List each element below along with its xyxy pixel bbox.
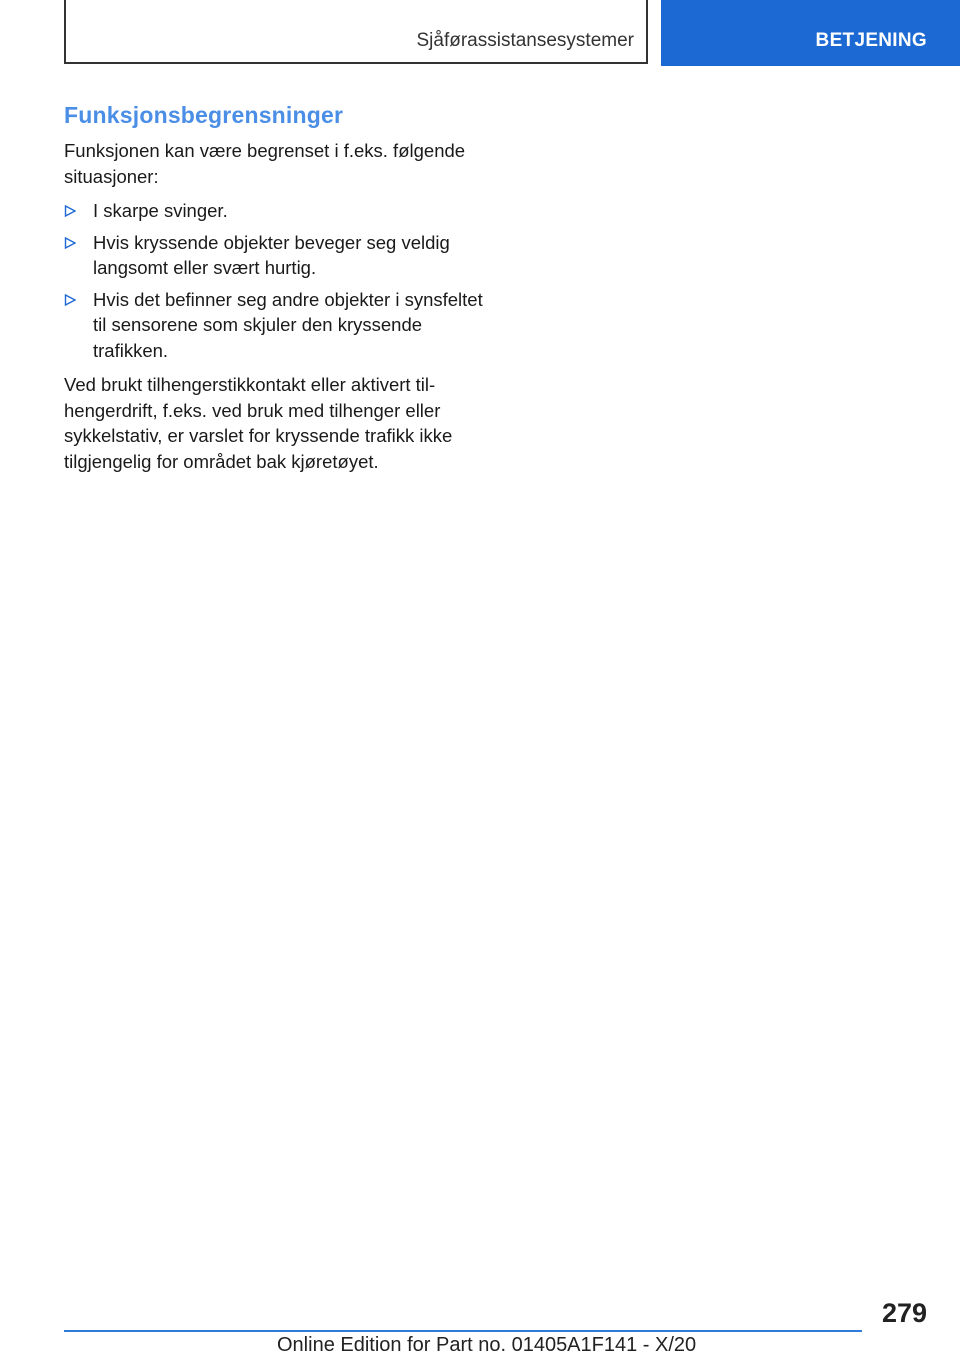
section-heading: Funksjonsbegrensninger [64, 102, 344, 128]
footer-edition: Online Edition for Part no. 01405A1F141 - X/20 [277, 1334, 697, 1356]
list-item [64, 198, 494, 224]
list-item-text: Hvis kryssende objekter beveger seg veldig langsomt eller svært hurtig. [93, 231, 450, 278]
limitations-list [64, 198, 494, 363]
header-section-box [661, 0, 960, 66]
section-label: BETJENING [815, 30, 927, 51]
main-content [64, 102, 494, 483]
footer-divider [64, 1330, 862, 1332]
triangle-right-outline-icon [64, 294, 76, 306]
closing-paragraph: Ved brukt tilhengerstikkontakt eller aktivert tilhengerdrift, f.eks. ved bruk med tilhenger eller sykkelstativ, er varslet for kryssende trafikk ikke tilgjengelig for området bak kjøretøyet. [64, 374, 453, 472]
intro-paragraph: Funksjonen kan være begrenset i f.eks. følgende situasjoner: [64, 140, 466, 187]
header-chapter-box [64, 0, 648, 64]
triangle-right-outline-icon [64, 205, 76, 217]
chapter-title: Sjåførassistansesystemer [416, 30, 634, 51]
triangle-right-outline-icon [64, 237, 76, 249]
list-item [64, 287, 494, 364]
list-item-text: Hvis det befinner seg andre objekter i synsfeltet til sensorene som skjuler den kryssende trafikken. [93, 288, 483, 361]
list-item-text: I skarpe svinger. [93, 200, 228, 221]
list-item [64, 230, 494, 281]
page-number: 279 [881, 1298, 927, 1328]
